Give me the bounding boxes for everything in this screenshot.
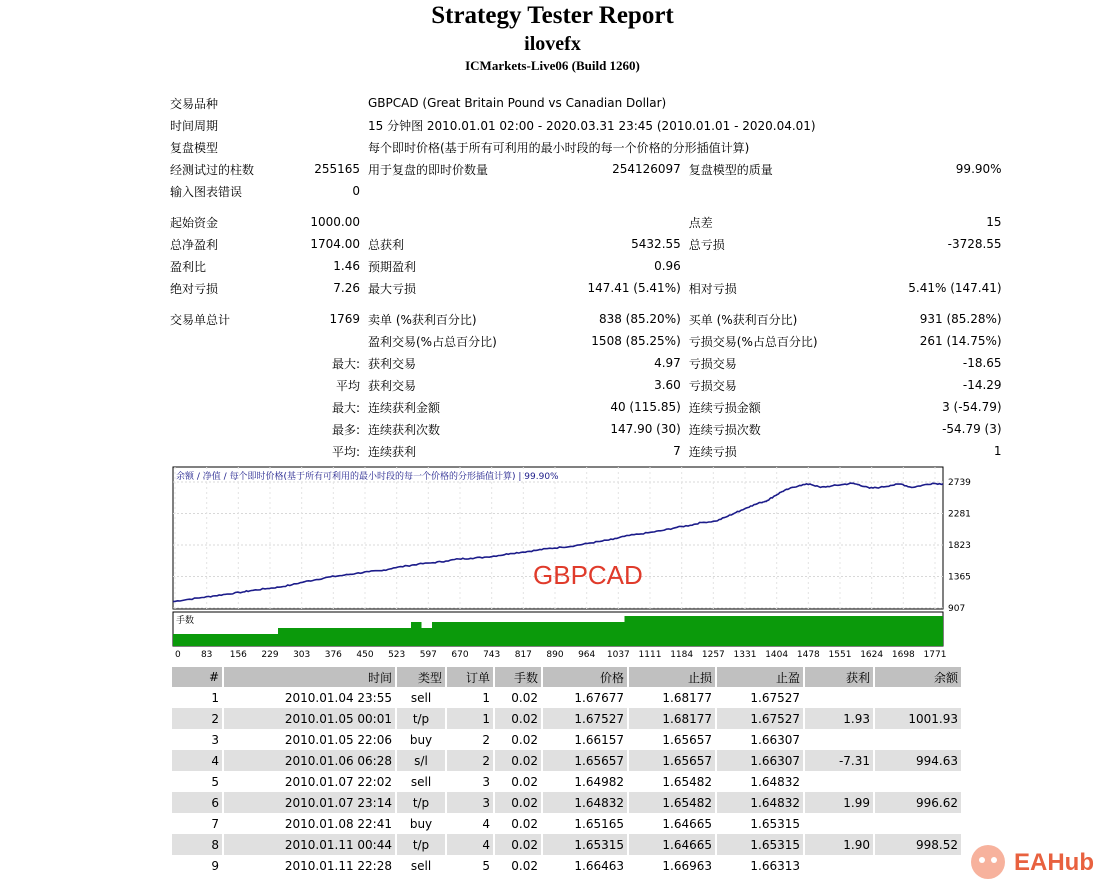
- quality-label: 复盘模型的质量: [688, 162, 773, 177]
- deal-balance: 996.62: [875, 792, 961, 813]
- deal-stop-loss: 1.65482: [629, 792, 715, 813]
- deal-lots: 0.02: [511, 774, 538, 789]
- profit-factor-label: 盈利比: [170, 259, 207, 274]
- x-tick-label: 964: [578, 650, 596, 660]
- deal-order: 1: [447, 708, 493, 729]
- short-positions-value: 838 (85.20%): [598, 312, 681, 326]
- deal-lots: 0.02: [495, 708, 541, 729]
- deal-number: 9: [211, 858, 219, 873]
- deal-price: 1.67677: [574, 690, 624, 705]
- gross-loss-label: 总亏损: [688, 237, 725, 252]
- deal-order: 2: [447, 750, 493, 771]
- deposit-value: 1000.00: [310, 215, 360, 229]
- gross-profit-label: 总获利: [368, 237, 405, 252]
- chart-legend: 余额 / 净值 / 每个即时价格(基于所有可利用的最小时段的每一个价格的分形插值计算) | 99.90%: [176, 472, 559, 482]
- gross-loss-value: -3728.55: [947, 237, 1002, 251]
- table-row: [172, 855, 961, 876]
- lots-label: 手数: [176, 616, 195, 626]
- x-tick-label: 1257: [701, 650, 725, 660]
- col-header-type: 类型: [397, 667, 445, 687]
- deal-balance: [875, 729, 961, 750]
- deal-lots: 0.02: [511, 732, 538, 747]
- x-tick-label: 1478: [796, 650, 820, 660]
- x-tick-label: 670: [451, 650, 469, 660]
- deposit-label: 起始资金: [170, 215, 219, 230]
- deal-order: 5: [482, 858, 490, 873]
- account-name: ilovefx: [524, 33, 581, 55]
- x-tick-label: 1331: [733, 650, 757, 660]
- chart-overlay-symbol: GBPCAD: [533, 560, 643, 590]
- deal-lots: 0.02: [495, 750, 541, 771]
- max-consecutive-win-label: 连续获利金额: [368, 400, 441, 415]
- max-drawdown-value: 147.41 (5.41%): [587, 281, 681, 295]
- x-tick-label: 303: [293, 650, 311, 660]
- deal-time: 2010.01.06 06:28: [224, 750, 395, 771]
- deal-price: 1.66157: [574, 732, 624, 747]
- col-header-stop-loss: 止损: [629, 667, 715, 687]
- deal-type: buy: [409, 816, 433, 831]
- watermark-logo-icon: [971, 845, 1005, 879]
- y-tick-label: 2281: [948, 509, 971, 520]
- watermark-logo-eye-right: [991, 857, 997, 863]
- max-consecutive-win-value: 40 (115.85): [610, 400, 681, 414]
- deal-type: buy: [409, 732, 433, 747]
- spread-value: 15: [986, 215, 1002, 229]
- deal-type: t/p: [397, 708, 445, 729]
- watermark-text: EAHub: [1014, 849, 1094, 876]
- deal-profit: 1.99: [805, 792, 873, 813]
- y-axis-ticks: [948, 478, 971, 614]
- deal-number: 2: [172, 708, 222, 729]
- col-header-number: #: [172, 667, 222, 687]
- abs-drawdown-label: 绝对亏损: [170, 281, 219, 296]
- deal-profit: [805, 729, 873, 750]
- x-tick-label: 1111: [638, 650, 662, 660]
- deal-balance: [875, 813, 961, 834]
- deal-type: sell: [410, 858, 432, 873]
- deal-price: 1.67527: [543, 708, 627, 729]
- deal-time: 2010.01.07 23:14: [224, 792, 395, 813]
- largest-label: 最大:: [331, 356, 360, 371]
- deal-stop-loss: 1.64665: [629, 834, 715, 855]
- y-tick-label: 2739: [948, 478, 971, 488]
- total-trades-value: 1769: [329, 312, 360, 326]
- max-consecutive-loss-value: 3 (-54.79): [942, 400, 1002, 414]
- x-tick-label: 597: [419, 650, 437, 660]
- deal-type: sell: [410, 690, 432, 705]
- payoff-value: 0.96: [654, 259, 681, 273]
- x-tick-label: 1624: [860, 650, 884, 660]
- col-header-take-profit: 止盈: [717, 667, 803, 687]
- table-row: [172, 834, 961, 855]
- x-tick-label: 1698: [891, 650, 915, 660]
- deal-order: 3: [447, 792, 493, 813]
- x-tick-label: 229: [261, 650, 279, 660]
- net-profit-label: 总净盈利: [170, 237, 219, 252]
- deal-order: 2: [482, 732, 490, 747]
- deal-order: 3: [482, 774, 490, 789]
- col-header-balance: 余额: [875, 667, 961, 687]
- loss-trades-label: 亏损交易(%占总百分比): [688, 334, 818, 349]
- deal-type: sell: [410, 774, 432, 789]
- deal-profit: -7.31: [805, 750, 873, 771]
- x-tick-label: 1771: [923, 650, 947, 660]
- deal-lots: 0.02: [511, 690, 538, 705]
- profit-trades-label: 盈利交易(%占总百分比): [368, 334, 497, 349]
- deal-stop-loss: 1.65482: [662, 774, 712, 789]
- average-loss-value: -14.29: [962, 378, 1002, 392]
- table-row: [172, 708, 961, 729]
- col-header-time: 时间: [224, 667, 395, 687]
- y-tick-label: 907: [948, 604, 966, 614]
- rel-drawdown-label: 相对亏损: [688, 281, 737, 296]
- deal-stop-loss: 1.68177: [662, 690, 712, 705]
- deal-profit: [805, 687, 873, 708]
- x-tick-label: 523: [388, 650, 406, 660]
- x-tick-label: 1037: [606, 650, 630, 660]
- server-info: ICMarkets-Live06 (Build 1260): [465, 58, 640, 73]
- long-positions-label: 买单 (%获利百分比): [688, 312, 798, 327]
- period-value: 15 分钟图 2010.01.01 02:00 - 2020.03.31 23:45 (2010.01.01 - 2020.04.01): [368, 118, 816, 133]
- deals-table: [170, 667, 963, 876]
- x-tick-label: 156: [229, 650, 247, 660]
- deal-type: t/p: [397, 834, 445, 855]
- deal-take-profit: 1.64832: [750, 774, 800, 789]
- model-label: 复盘模型: [170, 140, 219, 155]
- deal-time: 2010.01.08 22:41: [284, 816, 392, 831]
- deal-lots: 0.02: [511, 816, 538, 831]
- deal-profit: [805, 813, 873, 834]
- deal-time: 2010.01.05 00:01: [224, 708, 395, 729]
- col-header-lots: 手数: [495, 667, 541, 687]
- x-tick-label: 450: [356, 650, 374, 660]
- deal-number: 5: [211, 774, 219, 789]
- deal-take-profit: 1.66307: [750, 732, 800, 747]
- deal-profit: [805, 855, 873, 876]
- table-row: [172, 750, 961, 771]
- average-win-label: 获利交易: [368, 378, 417, 393]
- max-consecutive-profit-loss-value: -54.79 (3): [942, 422, 1002, 436]
- x-tick-label: 1404: [765, 650, 789, 660]
- bars-value: 255165: [314, 162, 360, 176]
- deal-take-profit: 1.65315: [717, 834, 803, 855]
- symbol-label: 交易品种: [170, 96, 219, 111]
- symbol-value: GBPCAD (Great Britain Pound vs Canadian Dollar): [368, 96, 667, 110]
- col-header-order: 订单: [447, 667, 493, 687]
- deal-price: 1.65315: [543, 834, 627, 855]
- spread-label: 点差: [688, 215, 713, 230]
- deal-take-profit: 1.65315: [750, 816, 800, 831]
- long-positions-value: 931 (85.28%): [919, 312, 1002, 326]
- x-tick-label: 890: [546, 650, 564, 660]
- deal-price: 1.65657: [543, 750, 627, 771]
- col-header-price: 价格: [543, 667, 627, 687]
- deal-price: 1.64982: [574, 774, 624, 789]
- average-consecutive-win-label: 连续获利: [368, 444, 417, 459]
- table-row: [172, 771, 961, 792]
- deal-stop-loss: 1.66963: [662, 858, 712, 873]
- deal-time: 2010.01.04 23:55: [284, 690, 392, 705]
- deal-take-profit: 1.66313: [750, 858, 800, 873]
- max-consecutive-profit-win-value: 147.90 (30): [610, 422, 681, 436]
- x-tick-label: 0: [175, 650, 181, 660]
- deal-lots: 0.02: [511, 858, 538, 873]
- watermark-logo-eye-left: [979, 857, 985, 863]
- deal-balance: 1001.93: [875, 708, 961, 729]
- deal-take-profit: 1.66307: [717, 750, 803, 771]
- max-consecutive-profit-win-label: 连续获利次数: [368, 422, 441, 437]
- profit-factor-value: 1.46: [333, 259, 360, 273]
- rel-drawdown-value: 5.41% (147.41): [908, 281, 1002, 295]
- deal-price: 1.66463: [574, 858, 624, 873]
- col-header-profit: 获利: [805, 667, 873, 687]
- deal-time: 2010.01.11 00:44: [224, 834, 395, 855]
- ticks-value: 254126097: [612, 162, 681, 176]
- deal-type: s/l: [397, 750, 445, 771]
- errors-value: 0: [352, 184, 360, 198]
- bars-label: 经测试过的柱数: [170, 162, 255, 177]
- deal-stop-loss: 1.65657: [662, 732, 712, 747]
- report-title: Strategy Tester Report: [431, 2, 674, 29]
- loss-trades-value: 261 (14.75%): [919, 334, 1002, 348]
- largest-loss-label: 亏损交易: [688, 356, 737, 371]
- eahub-watermark: [966, 838, 1105, 885]
- short-positions-label: 卖单 (%获利百分比): [368, 312, 477, 327]
- average-consecutive-win-value: 7: [673, 444, 681, 458]
- average-win-value: 3.60: [654, 378, 681, 392]
- y-tick-label: 1823: [948, 541, 971, 551]
- x-tick-label: 1184: [670, 650, 694, 660]
- deal-take-profit: 1.67527: [750, 690, 800, 705]
- deal-lots: 0.02: [495, 792, 541, 813]
- deal-number: 1: [211, 690, 219, 705]
- deal-price: 1.64832: [543, 792, 627, 813]
- deal-order: 1: [482, 690, 490, 705]
- deal-take-profit: 1.64832: [717, 792, 803, 813]
- max-consecutive-label: 最大:: [331, 400, 360, 415]
- period-label: 时间周期: [170, 118, 219, 133]
- average-consecutive-label: 平均:: [331, 444, 360, 459]
- deal-number: 3: [211, 732, 219, 747]
- deal-number: 7: [211, 816, 219, 831]
- max-consecutive-profit-loss-label: 连续亏损次数: [688, 422, 761, 437]
- balance-chart: [170, 466, 990, 662]
- total-trades-label: 交易单总计: [170, 312, 231, 327]
- average-consecutive-loss-value: 1: [993, 444, 1002, 458]
- net-profit-value: 1704.00: [310, 237, 360, 251]
- x-axis-ticks: [175, 650, 946, 660]
- table-row: [172, 813, 961, 834]
- deal-time: 2010.01.11 22:28: [284, 858, 392, 873]
- largest-win-value: 4.97: [654, 356, 681, 370]
- deal-number: 4: [172, 750, 222, 771]
- y-tick-label: 1365: [948, 572, 971, 583]
- deal-profit: 1.93: [805, 708, 873, 729]
- deal-number: 6: [172, 792, 222, 813]
- largest-loss-value: -18.65: [962, 356, 1002, 370]
- deal-order: 4: [482, 816, 490, 831]
- max-consecutive-profit-label: 最多:: [331, 422, 360, 437]
- deal-time: 2010.01.07 22:02: [284, 774, 392, 789]
- deal-balance: 998.52: [875, 834, 961, 855]
- x-tick-label: 743: [483, 650, 501, 660]
- ticks-label: 用于复盘的即时价数量: [368, 162, 489, 177]
- deal-balance: [875, 771, 961, 792]
- max-drawdown-label: 最大亏损: [368, 281, 417, 296]
- largest-win-label: 获利交易: [368, 356, 417, 371]
- deal-number: 8: [172, 834, 222, 855]
- deal-lots: 0.02: [495, 834, 541, 855]
- deal-stop-loss: 1.64665: [662, 816, 712, 831]
- deal-stop-loss: 1.65657: [629, 750, 715, 771]
- deals-table-body: [172, 687, 961, 876]
- deal-time: 2010.01.05 22:06: [284, 732, 392, 747]
- x-tick-label: 1551: [828, 650, 852, 660]
- max-consecutive-loss-label: 连续亏损金额: [688, 400, 761, 415]
- table-row: [172, 729, 961, 750]
- summary-table: [166, 92, 1006, 462]
- deal-profit: 1.90: [805, 834, 873, 855]
- profit-trades-value: 1508 (85.25%): [591, 334, 681, 348]
- abs-drawdown-value: 7.26: [333, 281, 360, 295]
- deal-profit: [805, 771, 873, 792]
- payoff-label: 预期盈利: [368, 259, 417, 274]
- table-row: [172, 687, 961, 708]
- deal-order: 4: [447, 834, 493, 855]
- gross-profit-value: 5432.55: [631, 237, 681, 251]
- model-value: 每个即时价格(基于所有可利用的最小时段的每一个价格的分形插值计算): [368, 140, 750, 155]
- average-consecutive-loss-label: 连续亏损: [688, 444, 737, 459]
- x-tick-label: 83: [200, 650, 213, 660]
- average-label: 平均: [335, 378, 360, 393]
- deal-type: t/p: [397, 792, 445, 813]
- x-tick-label: 817: [514, 650, 532, 660]
- deal-take-profit: 1.67527: [717, 708, 803, 729]
- deal-stop-loss: 1.68177: [629, 708, 715, 729]
- average-loss-label: 亏损交易: [688, 378, 737, 393]
- deal-balance: [875, 855, 961, 876]
- deal-balance: [875, 687, 961, 708]
- x-tick-label: 376: [324, 650, 342, 660]
- deal-balance: 994.63: [875, 750, 961, 771]
- deal-price: 1.65165: [574, 816, 624, 831]
- table-row: [172, 792, 961, 813]
- quality-value: 99.90%: [955, 162, 1002, 176]
- errors-label: 输入图表错误: [170, 184, 243, 199]
